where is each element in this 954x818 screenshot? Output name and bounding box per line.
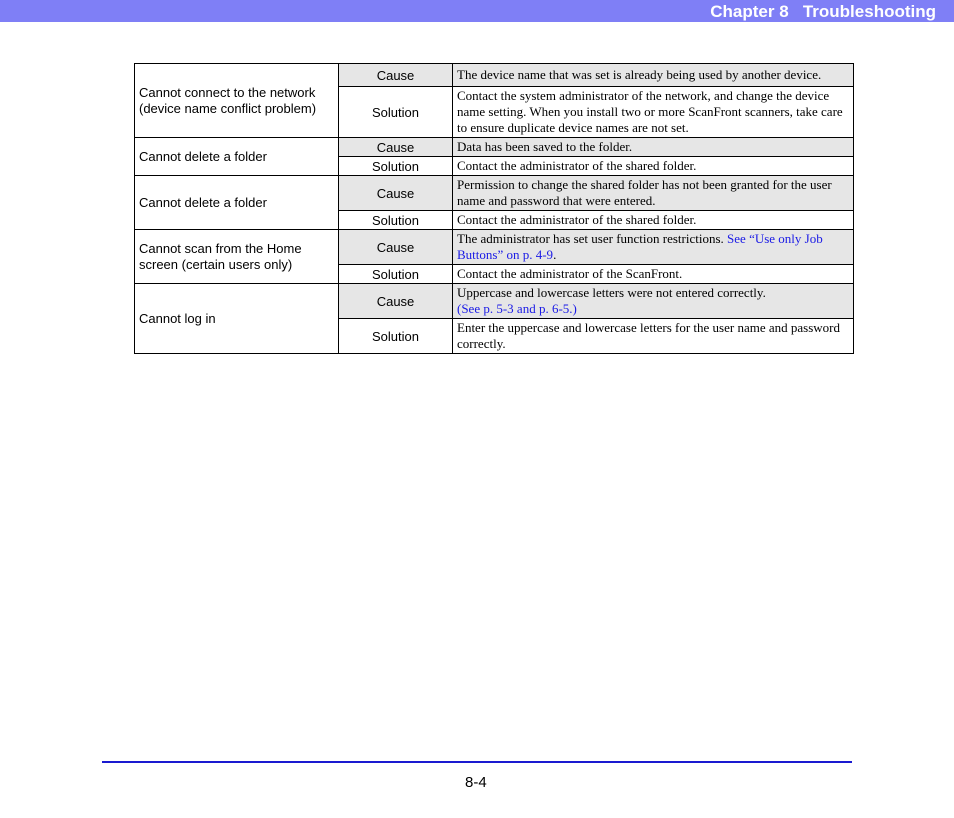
- table-row: [135, 138, 854, 157]
- solution-text: Contact the administrator of the shared folder.: [453, 157, 854, 176]
- cause-text: [453, 230, 854, 265]
- table-row: [135, 176, 854, 211]
- table-row: [135, 64, 854, 87]
- cause-text-main: The administrator has set user function restrictions.: [457, 231, 728, 246]
- chapter-title: Chapter 8 Troubleshooting: [710, 2, 936, 21]
- cause-label: Cause: [339, 230, 453, 265]
- troubleshooting-table: [134, 63, 854, 354]
- cause-label: Cause: [339, 176, 453, 211]
- table-row: [135, 284, 854, 319]
- solution-text: Contact the system administrator of the network, and change the device name setting. When you install two or more ScanFront scanners, take care to ensure duplicate device names are not set.: [453, 87, 854, 138]
- cross-reference-link[interactable]: See “Use only Job Buttons” on p. 4-9: [457, 231, 823, 262]
- solution-label: Solution: [339, 319, 453, 354]
- cause-text-main: Uppercase and lowercase letters were not entered correctly.: [457, 285, 766, 300]
- solution-text: Contact the administrator of the ScanFront.: [453, 265, 854, 284]
- solution-label: Solution: [339, 265, 453, 284]
- cause-label: Cause: [339, 138, 453, 157]
- solution-label: Solution: [339, 157, 453, 176]
- cause-text: Data has been saved to the folder.: [453, 138, 854, 157]
- header-bar: [0, 0, 954, 22]
- cause-text-suffix: .: [553, 247, 557, 262]
- problem-cell: Cannot delete a folder: [135, 138, 339, 176]
- solution-label: Solution: [339, 87, 453, 138]
- cross-reference-link[interactable]: (See p. 5-3 and p. 6-5.): [457, 301, 577, 316]
- table-row: [135, 230, 854, 265]
- cause-text: [453, 284, 854, 319]
- footer-rule: [102, 761, 852, 763]
- problem-cell: Cannot log in: [135, 284, 339, 354]
- problem-cell: Cannot delete a folder: [135, 176, 339, 230]
- cause-label: Cause: [339, 64, 453, 87]
- problem-cell: Cannot connect to the network (device name conflict problem): [135, 64, 339, 138]
- cause-text: Permission to change the shared folder has not been granted for the user name and password that were entered.: [453, 176, 854, 211]
- solution-text: Contact the administrator of the shared folder.: [453, 211, 854, 230]
- cause-text: The device name that was set is already being used by another device.: [453, 64, 854, 87]
- page-number: 8-4: [465, 774, 487, 791]
- solution-text: Enter the uppercase and lowercase letters for the user name and password correctly.: [453, 319, 854, 354]
- cause-label: Cause: [339, 284, 453, 319]
- solution-label: Solution: [339, 211, 453, 230]
- problem-cell: Cannot scan from the Home screen (certain users only): [135, 230, 339, 284]
